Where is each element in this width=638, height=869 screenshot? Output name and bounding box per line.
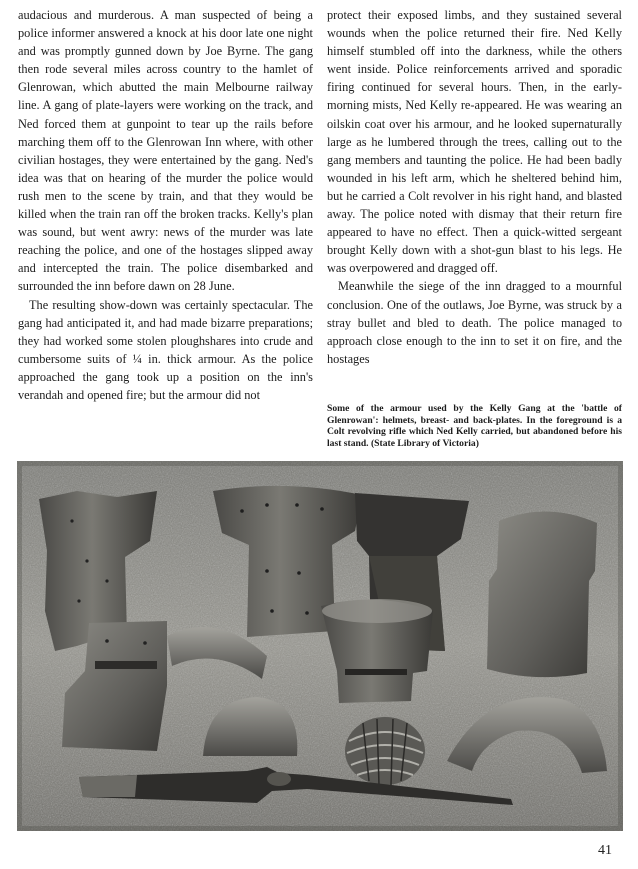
page-number: 41 (598, 843, 612, 858)
paragraph: audacious and murderous. A man suspected of being a police informer answered a knock at his door late one night and was promptly gunned down by Joe Byrne. The gang then rode several miles across country to the hamlet of Glenrowan, which abutted the main Melbourne railway line. A gang of plate-layers were working on the track, and Ned forced them at gunpoint to tear up the rails before marching them off to the Glenrowan Inn where, with other civilian hostages, they were entertained by the gang. Ned's idea was that on hearing of the murder the police would rush men to the scene by train, and that they would be killed when the train ran off the broken tracks. Kelly's plan was sound, but went awry: news of the murder was late reaching the police, and one of the hostages slipped away and intercepted the train. The police disembarked and surrounded the inn before dawn on 28 June. (18, 8, 313, 294)
armour-photo-illustration (17, 461, 623, 831)
right-text-column (327, 6, 622, 368)
paragraph: The resulting show-down was certainly spectacular. The gang had anticipated it, and had made bizarre preparations; they had worked some stolen ploughshares into crude and cumbersome suits of ¼ in. thick armour. As the police approached the gang took up a position on the inn's verandah and opened fire; but the armour did not (18, 297, 313, 402)
paragraph: protect their exposed limbs, and they sustained several wounds when the police returned their fire. Ned Kelly himself stumbled off into the darkness, while the others went inside. Police reinforcements arrived and sporadic firing continued for several hours. Then, in the early-morning mists, Ned Kelly re-appeared. He was wearing an oilskin coat over his armour, and he looked supernaturally large as he lumbered through the trees, calling out to the gang members and taunting the police. He had been badly wounded in his left arm, which he sheltered behind him, but he carried a Colt revolver in his right hand, and blasted away. The police noted with dismay that their return fire appeared to have no effect. Then a quick-witted sergeant brought Kelly down with a shot-gun blast to his legs. He was overpowered and dragged off. (327, 8, 622, 276)
paragraph: Meanwhile the siege of the inn dragged to a mournful conclusion. One of the outlaws, Joe Byrne, was struck by a stray bullet and bled to death. The police managed to approach close enough to the inn to set it on fire, and the hostages (327, 279, 622, 366)
woven-helmet-lining (345, 717, 425, 785)
photo-caption: Some of the armour used by the Kelly Gang at the 'battle of Glenrowan': helmets, breast- and back-plates. In the foreground is a Colt revolving rifle which Ned Kelly carried, but abandoned before his last stand. (State Library of Victoria) (327, 403, 622, 449)
armour-photograph (17, 461, 623, 831)
left-text-column (18, 6, 313, 404)
breast-plate-right (487, 511, 597, 677)
